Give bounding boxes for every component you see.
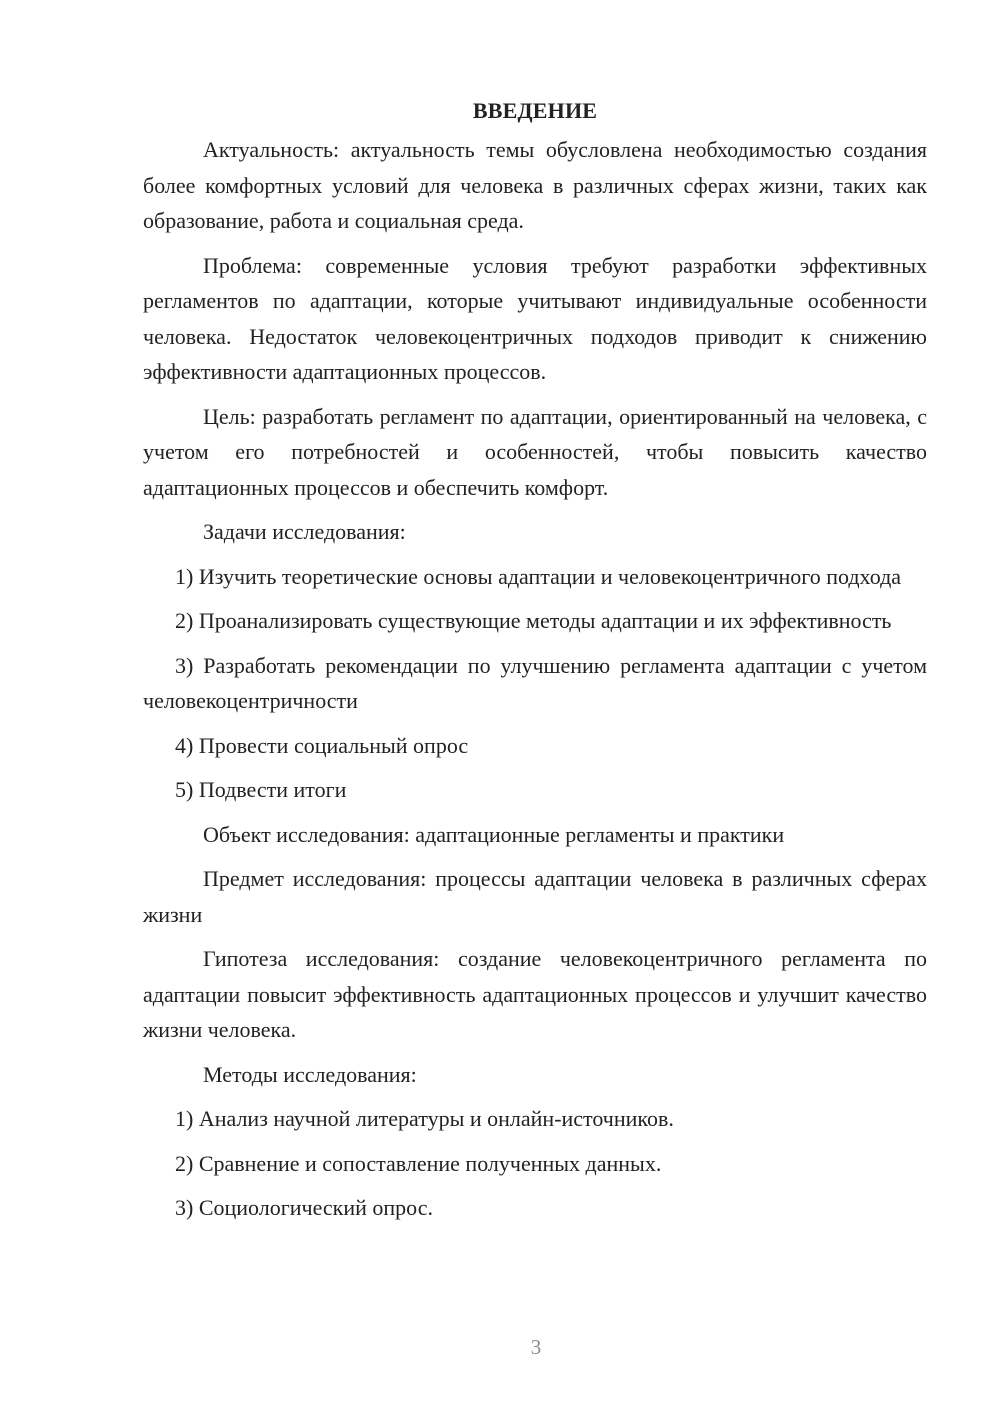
page-number: 3 xyxy=(530,1335,542,1359)
task-item: 1) Изучить теоретические основы адаптации и человекоцентричного подхода xyxy=(175,563,902,589)
paragraph-goal: Цель: разработать регламент по адаптации, ориентированный на человека, с учетом его потребностей и особенностей, чтобы повысить качество адаптационных процессов и обеспечить комфорт. xyxy=(143,403,927,500)
task-item: 2) Проанализировать существующие методы адаптации и их эффективность xyxy=(175,608,892,633)
method-item: 3) Социологический опрос. xyxy=(175,1195,433,1220)
paragraph-object: Объект исследования: адаптационные регламенты и практики xyxy=(203,821,785,847)
task-item: 3) Разработать рекомендации по улучшению регламента адаптации с учетом человекоцентричности xyxy=(143,652,927,713)
method-item: 2) Сравнение и сопоставление полученных данных. xyxy=(175,1150,662,1176)
tasks-label: Задачи исследования: xyxy=(203,519,406,544)
methods-label: Методы исследования: xyxy=(203,1061,417,1087)
method-item: 1) Анализ научной литературы и онлайн-источников. xyxy=(175,1106,674,1131)
paragraph-relevance: Актуальность: актуальность темы обусловлена необходимостью создания более комфортных условий для человека в различных сферах жизни, таких как образование, работа и социальная среда. xyxy=(143,137,927,233)
page-content xyxy=(143,96,927,1235)
task-item: 5) Подвести итоги xyxy=(175,777,347,802)
section-heading: ВВЕДЕНИЕ xyxy=(472,98,598,123)
paragraph-subject: Предмет исследования: процессы адаптации человека в различных сферах жизни xyxy=(143,866,927,927)
paragraph-problem: Проблема: современные условия требуют разработки эффективных регламентов по адаптации, которые учитывают индивидуальные особенности человека. Недостаток человекоцентричных подходов приводит к снижению эффективности адаптационных процессов. xyxy=(143,252,927,384)
task-item: 4) Провести социальный опрос xyxy=(175,732,469,758)
paragraph-hypothesis: Гипотеза исследования: создание человекоцентричного регламента по адаптации повысит эффективность адаптационных процессов и улучшит качество жизни человека. xyxy=(143,946,927,1042)
